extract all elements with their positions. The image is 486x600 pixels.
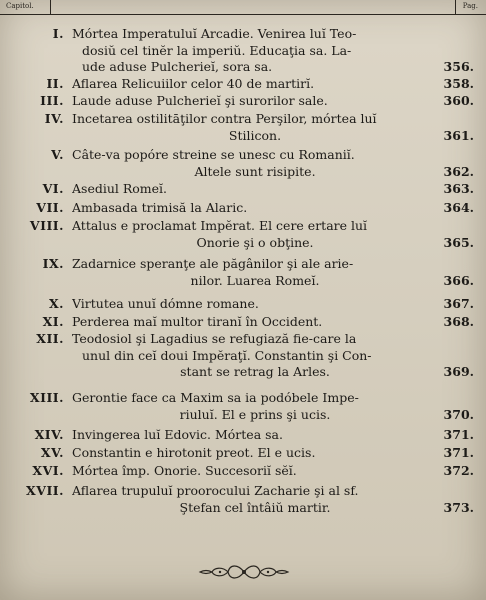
chapter-number: XV. bbox=[40, 445, 64, 460]
page-number: 370. bbox=[443, 406, 474, 422]
chapter-title bbox=[72, 181, 428, 198]
chapter-title-line: Mórtea împ. Onorie. Succesoriĭ sĕĭ. bbox=[72, 463, 297, 478]
page-number: 372. bbox=[443, 463, 474, 478]
page-number: 373. bbox=[443, 499, 474, 515]
page-number: 371. bbox=[443, 427, 474, 442]
chapter-title-line: Invingerea luĭ Edovic. Mórtea sa. bbox=[72, 427, 283, 442]
page-number: 360. bbox=[443, 93, 474, 108]
page-number: 366. bbox=[443, 272, 474, 288]
chapter-number: V. bbox=[51, 147, 64, 162]
chapter-title-line: Perderea maĭ multor tiranĭ în Occident. bbox=[72, 314, 323, 329]
chapter-title bbox=[72, 93, 428, 110]
chapter-number: IX. bbox=[42, 256, 64, 271]
chapter-title-line: Aflarea trupuluĭ proorocului Zacharie şi al sf. bbox=[72, 483, 359, 498]
chapter-number: XII. bbox=[36, 331, 64, 346]
chapter-title-line: unul din ceĭ doui Impĕraţĭ. Constantin şi Con- bbox=[82, 347, 372, 363]
chapter-title-line: stant se retrag la Arles. bbox=[180, 364, 330, 379]
chapter-title bbox=[72, 314, 428, 331]
page-number: 358. bbox=[443, 76, 474, 91]
page-number: 367. bbox=[443, 296, 474, 311]
chapter-title bbox=[72, 76, 428, 93]
chapter-title bbox=[72, 218, 428, 251]
chapter-title-line: Aflarea Relicuiilor celor 40 de martirĭ. bbox=[72, 76, 315, 91]
chapter-number: XIV. bbox=[34, 427, 64, 442]
chapter-title-line: Virtutea unuĭ dómne romane. bbox=[72, 296, 259, 311]
chapter-title-line: dosiŭ cel tinĕr la imperiŭ. Educaţia sa. La- bbox=[82, 42, 352, 58]
page-number: 365. bbox=[443, 234, 474, 250]
chapter-title-line: ude aduse Pulcherieĭ, sora sa. bbox=[82, 59, 273, 74]
chapter-number: XVII. bbox=[26, 483, 64, 498]
page-number: 362. bbox=[443, 163, 474, 179]
chapter-title-line: Laude aduse Pulcherieĭ şi surorilor sale. bbox=[72, 93, 328, 108]
chapter-title bbox=[72, 200, 428, 217]
chapter-number: I. bbox=[52, 26, 64, 41]
chapter-title-line: Zadarnice speranţe ale păgânilor şi ale arie- bbox=[72, 256, 354, 271]
chapter-title bbox=[72, 111, 428, 144]
chapter-title bbox=[72, 331, 428, 381]
page-number: 363. bbox=[443, 181, 474, 196]
page-number: 368. bbox=[443, 314, 474, 329]
chapter-title bbox=[72, 256, 428, 289]
chapter-title-line: Ştefan cel întâiŭ martir. bbox=[179, 499, 331, 515]
chapter-number: II. bbox=[46, 76, 64, 91]
chapter-number: VIII. bbox=[29, 218, 64, 233]
chapter-title-line: Altele sunt risipite. bbox=[194, 163, 316, 179]
page-number: 364. bbox=[443, 200, 474, 215]
chapter-title-line: Asediul Romeĭ. bbox=[72, 181, 168, 196]
page-number: 369. bbox=[443, 364, 474, 379]
chapter-number: VI. bbox=[42, 181, 64, 196]
chapter-title-line: Stilicon. bbox=[228, 127, 282, 143]
chapter-title bbox=[72, 427, 428, 444]
page-number: 361. bbox=[443, 127, 474, 143]
chapter-number: III. bbox=[40, 93, 64, 108]
chapter-title bbox=[72, 445, 428, 462]
chapter-title bbox=[72, 390, 428, 423]
chapter-title bbox=[72, 483, 428, 516]
chapter-title-line: nilor. Luarea Romeĭ. bbox=[190, 272, 320, 288]
chapter-title-line: Câte-va popóre streine se unesc cu Romaniĭ. bbox=[72, 147, 355, 162]
chapter-title-line: Constantin e hirotonit preot. El e ucis. bbox=[72, 445, 316, 460]
header-page-label: Pag. bbox=[462, 2, 478, 10]
chapter-title-line: riuluĭ. El e prins şi ucis. bbox=[179, 406, 331, 422]
chapter-title-line: Mórtea Imperatuluĭ Arcadie. Venirea luĭ Teo- bbox=[72, 26, 357, 41]
chapter-title bbox=[72, 296, 428, 313]
page-number: 356. bbox=[443, 59, 474, 74]
chapter-title-line: Incetarea ostilitāţilor contra Perşilor, mórtea luĭ bbox=[72, 111, 377, 126]
chapter-number: XIII. bbox=[29, 390, 64, 405]
chapter-number: VII. bbox=[36, 200, 64, 215]
chapter-title bbox=[72, 147, 428, 180]
header-chapter-label: Capitol. bbox=[6, 2, 34, 10]
chapter-title bbox=[72, 463, 428, 480]
chapter-title-line: Teodosiol şi Lagadius se refugiază fie-care la bbox=[72, 331, 357, 346]
chapter-number: IV. bbox=[44, 111, 64, 126]
page-number: 371. bbox=[443, 445, 474, 460]
header-rule-right bbox=[455, 0, 456, 14]
chapter-number: XVI. bbox=[32, 463, 64, 478]
chapter-title-line: Attalus e proclamat Impĕrat. El cere ertare luĭ bbox=[72, 218, 368, 233]
ornament-icon bbox=[196, 560, 292, 584]
header-rule-left bbox=[50, 0, 51, 14]
chapter-number: XI. bbox=[42, 314, 64, 329]
chapter-number: X. bbox=[48, 296, 64, 311]
chapter-title-line: Gerontie face ca Maxim sa ia podóbele Impe- bbox=[72, 390, 359, 405]
chapter-title bbox=[72, 26, 428, 76]
chapter-title-line: Onorie şi o obţine. bbox=[196, 234, 314, 250]
page-header bbox=[0, 0, 486, 15]
chapter-title-line: Ambasada trimisă la Alaric. bbox=[72, 200, 248, 215]
